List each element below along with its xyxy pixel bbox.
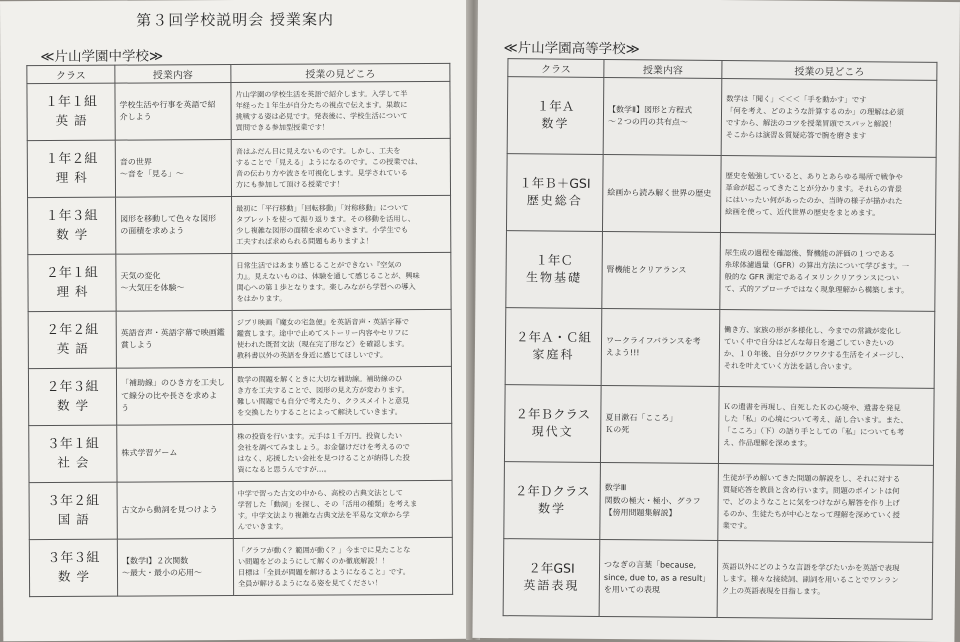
middle-school-rows bbox=[27, 81, 453, 596]
lesson-highlights-line: 関心への第１歩となります。楽しみながら学習への導入 bbox=[236, 282, 416, 292]
lesson-highlights-cell bbox=[231, 138, 450, 196]
lesson-highlights-line: にはいったい何があったのか、当時の様子が描かれた bbox=[725, 195, 903, 206]
lesson-highlights-line: ク上の英語表現を目指します。 bbox=[721, 585, 825, 596]
header-class: クラス bbox=[27, 65, 115, 83]
lesson-highlights-line: 音はふだん目に見えないものです。しかし、工夫を bbox=[235, 145, 401, 156]
table-row bbox=[506, 154, 936, 235]
class-cell bbox=[506, 231, 603, 309]
class-name: １年Ｂ＋GSI bbox=[519, 175, 591, 192]
lesson-highlights-line: Ｋの遺書を再現し、自死したＫの心境や、遺書を発見 bbox=[723, 402, 901, 413]
class-cell bbox=[505, 308, 602, 386]
lesson-highlights-line: 会社を調べてみましょう。お金儲けだけを考えるので bbox=[237, 441, 410, 452]
class-name: ２年GSI bbox=[528, 560, 575, 576]
lesson-highlights-line: 絵画を使って、近代世界の歴史をまとめます。 bbox=[725, 206, 880, 218]
lesson-highlights-cell bbox=[233, 480, 452, 538]
lesson-highlights-line: 難しい問題でも自分で考えたり、クラスメイトと意見 bbox=[237, 396, 410, 406]
table-row bbox=[505, 308, 935, 389]
lesson-content-line: 音の世界 bbox=[119, 157, 152, 167]
table-row bbox=[27, 81, 450, 140]
lesson-highlights-line: 目標は「全員が問題を解けるようになること」です。 bbox=[237, 567, 410, 577]
lesson-content-line: 数学Ⅲ bbox=[604, 483, 627, 493]
table-row bbox=[28, 195, 451, 254]
class-subject: 理科 bbox=[56, 284, 94, 300]
middle-school-heading: ≪片山学園中学校≫ bbox=[40, 48, 164, 66]
lesson-highlights-line: タブレットを使って振り返ります。その移動を活用し、 bbox=[236, 213, 415, 224]
lesson-highlights-line: そこからは演習＆質疑応答で腕を磨きます bbox=[725, 129, 867, 141]
lesson-highlights-line: 般的な GFR 測定であるイヌリンクリアランスについ bbox=[724, 272, 900, 283]
lesson-highlights-line: 力』。見えないものは、体験を通して感じることが、興味 bbox=[236, 270, 420, 281]
lesson-highlights-line: え、作品理解を深めます。 bbox=[723, 437, 812, 448]
lesson-content-cell bbox=[599, 539, 718, 617]
lesson-content-line: 【数学Ⅱ】図形と方程式 bbox=[608, 104, 693, 115]
lesson-highlights-line: 歴史を勉強していると、ありとあらゆる場所で戦争や bbox=[725, 171, 903, 182]
middle-school-table bbox=[26, 63, 453, 597]
lesson-content-line: 【数学Ⅰ】２次関数 bbox=[121, 555, 189, 566]
lesson-content-line: 腎機能とクリアランス bbox=[606, 264, 687, 275]
lesson-content-cell bbox=[117, 425, 233, 483]
lesson-highlights-line: い問題をどのようにして解くのか徹底解説！！ bbox=[237, 556, 389, 566]
lesson-highlights-cell bbox=[232, 309, 451, 367]
lesson-content-line: つなぎの言葉「because, bbox=[604, 560, 697, 571]
lesson-content-line: 【傍用問題集解説】 bbox=[604, 508, 677, 518]
document-title: 第３回学校説明会 授業案内 bbox=[136, 10, 335, 30]
class-name: １年１組 bbox=[44, 94, 98, 110]
lesson-highlights-line: 年経った１年生が自分たちの視点で伝えます。果敢に bbox=[235, 99, 408, 110]
lesson-highlights-line: 質疑応答を教員と含め行います。問題のポイントは何 bbox=[722, 485, 900, 496]
lesson-highlights-cell bbox=[232, 195, 451, 253]
header-content: 授業内容 bbox=[604, 59, 722, 78]
lesson-highlights-line: 工夫すれば求められる問題もありますよ！ bbox=[236, 236, 373, 247]
lesson-highlights-line: 全員が解けるようになる姿を見てください！ bbox=[238, 578, 382, 589]
lesson-highlights-line: ですから、解法のコツを授業冒頭でスパッと解説！ bbox=[725, 118, 896, 129]
lesson-highlights-cell bbox=[232, 366, 451, 424]
class-subject: 理科 bbox=[55, 170, 93, 186]
class-subject: 社会 bbox=[57, 455, 95, 471]
lesson-content-cell bbox=[115, 83, 231, 141]
lesson-highlights-cell bbox=[232, 252, 451, 310]
lesson-content-line: 〜大気圧を体験〜 bbox=[120, 283, 185, 293]
class-subject: 数学 bbox=[57, 398, 95, 414]
lesson-content-cell bbox=[603, 77, 722, 155]
lesson-content-cell bbox=[116, 254, 232, 312]
lesson-content-line: 学校生活や行事を英語で紹 bbox=[119, 99, 216, 110]
lesson-highlights-line: 数学の問題を解くときに大切な補助線。補助線のひ bbox=[236, 373, 403, 384]
lesson-highlights-cell bbox=[233, 423, 452, 481]
table-row bbox=[28, 252, 451, 311]
lesson-highlights-line: 資になると思うんですが…。 bbox=[237, 464, 331, 475]
lesson-highlights-cell bbox=[720, 156, 936, 235]
lesson-highlights-line: することで「見える」ようになるのです。この授業では、 bbox=[235, 156, 423, 167]
lesson-highlights-line: します。様々な接続詞、副詞を用いることでワンラン bbox=[721, 574, 899, 585]
table-row bbox=[507, 77, 937, 158]
lesson-highlights-line: 生徒が予め解いてきた問題の解説をし、それに対する bbox=[722, 473, 901, 484]
lesson-content-line: の面積を求めよう bbox=[120, 226, 185, 236]
high-school-heading: ≪片山学園高等学校≫ bbox=[503, 40, 640, 58]
lesson-highlights-cell bbox=[719, 310, 935, 389]
lesson-content-line: を用いての表現 bbox=[603, 585, 660, 595]
class-name: ２年２組 bbox=[46, 322, 99, 338]
class-name: ２年Ａ・Ｃ組 bbox=[515, 329, 592, 346]
table-row bbox=[29, 423, 452, 482]
lesson-highlights-cell bbox=[721, 79, 937, 158]
lesson-highlights-line: それを叶えていく方法を話し合います。 bbox=[723, 360, 857, 372]
lesson-highlights-line: 働き方、家族の形が多様化し、今までの常識が変化し bbox=[724, 325, 902, 336]
lesson-highlights-line: で、どのようなことに気をつけながら解答を作り上げ bbox=[722, 497, 900, 508]
class-name: ２年Ｄクラス bbox=[514, 483, 590, 500]
class-subject: 数学 bbox=[541, 116, 570, 132]
header-class: クラス bbox=[508, 59, 604, 78]
class-subject: 家庭科 bbox=[532, 347, 575, 363]
lesson-content-line: えよう!!! bbox=[605, 348, 640, 358]
class-name: ２年Ｂクラス bbox=[515, 406, 591, 423]
lesson-highlights-line: 学習した「動詞」を探し、その「活用の種類」を考えま bbox=[237, 498, 418, 509]
lesson-highlights-line: 鑑賞します。途中で止めてストーリー内容やセリフに bbox=[236, 327, 409, 338]
class-cell bbox=[504, 385, 601, 463]
lesson-highlights-line: 株の投資を行います。元手は１千万円。投資したい bbox=[237, 430, 403, 441]
lesson-content-cell bbox=[117, 539, 233, 597]
lesson-content-cell bbox=[600, 462, 719, 540]
class-name: １年２組 bbox=[45, 151, 98, 167]
class-cell bbox=[28, 197, 116, 254]
lesson-content-cell bbox=[116, 311, 232, 369]
table-row bbox=[29, 480, 452, 539]
table-row bbox=[504, 385, 934, 466]
lesson-content-cell bbox=[116, 197, 232, 255]
lesson-highlights-cell bbox=[233, 537, 452, 595]
lesson-content-line: 株式学習ゲーム bbox=[121, 448, 178, 458]
class-cell bbox=[28, 368, 116, 425]
lesson-content-cell bbox=[115, 140, 231, 198]
class-subject: 英語 bbox=[55, 113, 93, 129]
lesson-content-line: 絵画から読み解く世界の歴史 bbox=[607, 187, 712, 198]
lesson-highlights-line: んでいきます。 bbox=[237, 521, 288, 532]
high-school-rows bbox=[503, 77, 937, 620]
lesson-highlights-line: 「グラフが動く？範囲が動く？」今までに見たことな bbox=[237, 544, 411, 555]
lesson-highlights-line: 挑戦する姿は必見です。発表後に、学校生活について bbox=[235, 111, 408, 121]
class-name: ２年３組 bbox=[46, 379, 99, 395]
class-cell bbox=[29, 539, 117, 596]
class-name: １年３組 bbox=[45, 208, 98, 224]
lesson-highlights-line: 業です。 bbox=[722, 520, 752, 531]
lesson-content-line: 天気の変化 bbox=[120, 271, 161, 281]
class-subject: 英語 bbox=[56, 341, 94, 357]
lesson-content-line: て線分の比や長さを求めよ bbox=[121, 390, 218, 401]
lesson-highlights-line: した「私」の心境について考え、話し合います。また、 bbox=[723, 414, 908, 425]
lesson-highlights-cell bbox=[718, 387, 934, 466]
lesson-highlights-line: 質問できる参加型授業です！ bbox=[235, 122, 330, 133]
lesson-content-line: 夏目漱石「こころ」 bbox=[605, 412, 678, 423]
lesson-content-line: 古文から動詞を見つけよう bbox=[121, 504, 218, 515]
lesson-content-cell bbox=[601, 308, 720, 386]
lesson-content-line: 〜２つの円の共有点〜 bbox=[607, 117, 688, 127]
lesson-highlights-line: 革命が起こってきたことが分かります。それらの背景 bbox=[725, 183, 903, 194]
lesson-highlights-line: 「こころ」（下）の語り手としての「私」についても考 bbox=[723, 426, 905, 437]
lesson-content-line: 〜音を「見る」〜 bbox=[119, 169, 184, 179]
class-subject: 国語 bbox=[57, 512, 95, 528]
table-row bbox=[29, 537, 452, 596]
high-school-table bbox=[503, 58, 938, 620]
lesson-highlights-line: て、式的アプローチではなく現象理解から構築します。 bbox=[724, 283, 909, 295]
lesson-highlights-line: 方にも参加して頂ける授業です！ bbox=[235, 179, 344, 190]
lesson-content-line: 「補助線」のひき方を工夫し bbox=[120, 378, 226, 389]
lesson-highlights-cell bbox=[720, 233, 936, 312]
lesson-content-line: う bbox=[121, 403, 130, 413]
lesson-highlights-line: ていく中で自分はどんな毎日を過ごしていきたいの bbox=[723, 337, 895, 348]
class-name: ３年２組 bbox=[47, 493, 100, 509]
class-subject: 生物基礎 bbox=[525, 270, 583, 286]
class-name: ２年１組 bbox=[45, 265, 98, 281]
lesson-content-cell bbox=[602, 231, 721, 309]
lesson-highlights-line: す。中学文法より複雑な古典文法を平易な文章から学 bbox=[237, 510, 410, 520]
lesson-content-cell bbox=[602, 154, 721, 232]
class-cell bbox=[506, 154, 603, 232]
lesson-highlights-line: 中学で習った古文の中から、高校の古典文法として bbox=[237, 487, 403, 498]
lesson-highlights-line: 日常生活ではあまり感じることができない『空気の bbox=[236, 259, 402, 270]
lesson-content-line: ワークライフバランスを考 bbox=[605, 335, 701, 346]
class-cell bbox=[28, 311, 116, 368]
class-subject: 英語表現 bbox=[523, 578, 580, 594]
lesson-highlights-line: を交換したりすることによって解決していきます。 bbox=[237, 407, 402, 418]
table-row bbox=[28, 309, 451, 368]
lesson-highlights-cell bbox=[717, 541, 933, 620]
class-name: ３年１組 bbox=[46, 436, 99, 452]
class-subject: 数学 bbox=[57, 569, 96, 585]
lesson-content-line: 介しよう bbox=[119, 112, 152, 122]
lesson-highlights-line: 最初に「平行移動」「回転移動」「対称移動」について bbox=[236, 202, 409, 213]
table-row bbox=[28, 366, 451, 425]
lesson-content-line: Ｋの死 bbox=[605, 425, 630, 435]
lesson-highlights-line: 音の伝わり方や波さを可視化します。見学されている bbox=[235, 168, 408, 178]
table-row bbox=[506, 231, 936, 312]
lesson-highlights-line: はなく、応援したい会社を見つけることが納得した投 bbox=[237, 453, 410, 463]
table-row bbox=[504, 462, 934, 543]
class-name: １年Ｃ bbox=[535, 252, 574, 268]
lesson-content-cell bbox=[116, 368, 232, 426]
lesson-highlights-cell bbox=[231, 81, 450, 139]
lesson-content-line: 図形を移動して色々な図形 bbox=[120, 213, 217, 224]
lesson-highlights-line: 糸球体濾過量（GFR）の算出方法について学びます。一 bbox=[724, 260, 910, 271]
header-highlights: 授業の見どころ bbox=[722, 61, 937, 81]
lesson-highlights-line: 教科書以外の英語を身近に感じてほしいです。 bbox=[236, 350, 388, 361]
lesson-highlights-line: 少し複雑な図形の面積を求めていきます。小学生でも bbox=[236, 225, 409, 235]
class-cell bbox=[29, 425, 117, 482]
lesson-highlights-cell bbox=[718, 464, 934, 543]
class-subject: 現代文 bbox=[531, 424, 574, 440]
class-cell bbox=[507, 77, 604, 155]
lesson-highlights-line: 片山学園の学校生活を英語で紹介します。入学して半 bbox=[235, 88, 408, 99]
class-subject: 数学 bbox=[56, 227, 94, 243]
lesson-content-line: 〜最大・最小の応用〜 bbox=[121, 568, 203, 578]
lesson-content-cell bbox=[600, 385, 719, 463]
lesson-content-line: 英語音声・英語字幕で映画鑑 bbox=[120, 327, 225, 338]
table-row bbox=[503, 539, 933, 620]
header-content: 授業内容 bbox=[115, 65, 231, 84]
class-cell bbox=[28, 254, 116, 311]
lesson-content-line: 賞しよう bbox=[120, 340, 153, 350]
lesson-highlights-line: 英語以外にどのような言語を学びたいかを英語で表現 bbox=[722, 562, 900, 573]
lesson-content-line: since, due to, as a result」 bbox=[603, 572, 711, 583]
lesson-content-cell bbox=[117, 482, 233, 540]
class-name: ３年３組 bbox=[47, 550, 100, 566]
class-cell bbox=[27, 140, 115, 197]
high-school-page bbox=[472, 0, 960, 642]
lesson-highlights-line: 尿生成の過程を確認後、腎機能の評価の１つである bbox=[724, 248, 895, 259]
middle-school-page bbox=[0, 0, 473, 641]
lesson-highlights-line: をはかります。 bbox=[236, 293, 287, 304]
class-cell bbox=[27, 83, 115, 140]
lesson-highlights-line: き方を工夫することで、図形の見え方が変わります。 bbox=[237, 384, 409, 395]
class-cell bbox=[504, 462, 601, 540]
class-subject: 歴史総合 bbox=[526, 193, 583, 209]
lesson-highlights-line: るのか、生徒たちが中心となって理解を深めていく授 bbox=[722, 508, 900, 520]
header-highlights: 授業の見どころ bbox=[231, 63, 450, 82]
class-name: １年Ａ bbox=[536, 98, 575, 114]
lesson-highlights-line: 使われた既習文法（現在完了形など）を確認します。 bbox=[236, 339, 409, 349]
lesson-highlights-line: か、１０年後、自分がワクワクする生活をイメージし、 bbox=[723, 349, 909, 360]
class-cell bbox=[29, 482, 117, 539]
lesson-highlights-line: ジブリ映画『魔女の宅急便』を英語音声・英語字幕で bbox=[236, 316, 409, 327]
lesson-highlights-line: 「何を考え、どのような計算するのか」の理解は必須 bbox=[725, 106, 904, 117]
table-row bbox=[27, 138, 450, 197]
lesson-content-line: 関数の極大・極小、グラフ bbox=[604, 495, 701, 506]
class-cell bbox=[503, 539, 600, 617]
class-subject: 数学 bbox=[537, 501, 567, 517]
lesson-highlights-line: 数学は「聞く」＜＜＜「手を動かす」です bbox=[726, 94, 867, 105]
